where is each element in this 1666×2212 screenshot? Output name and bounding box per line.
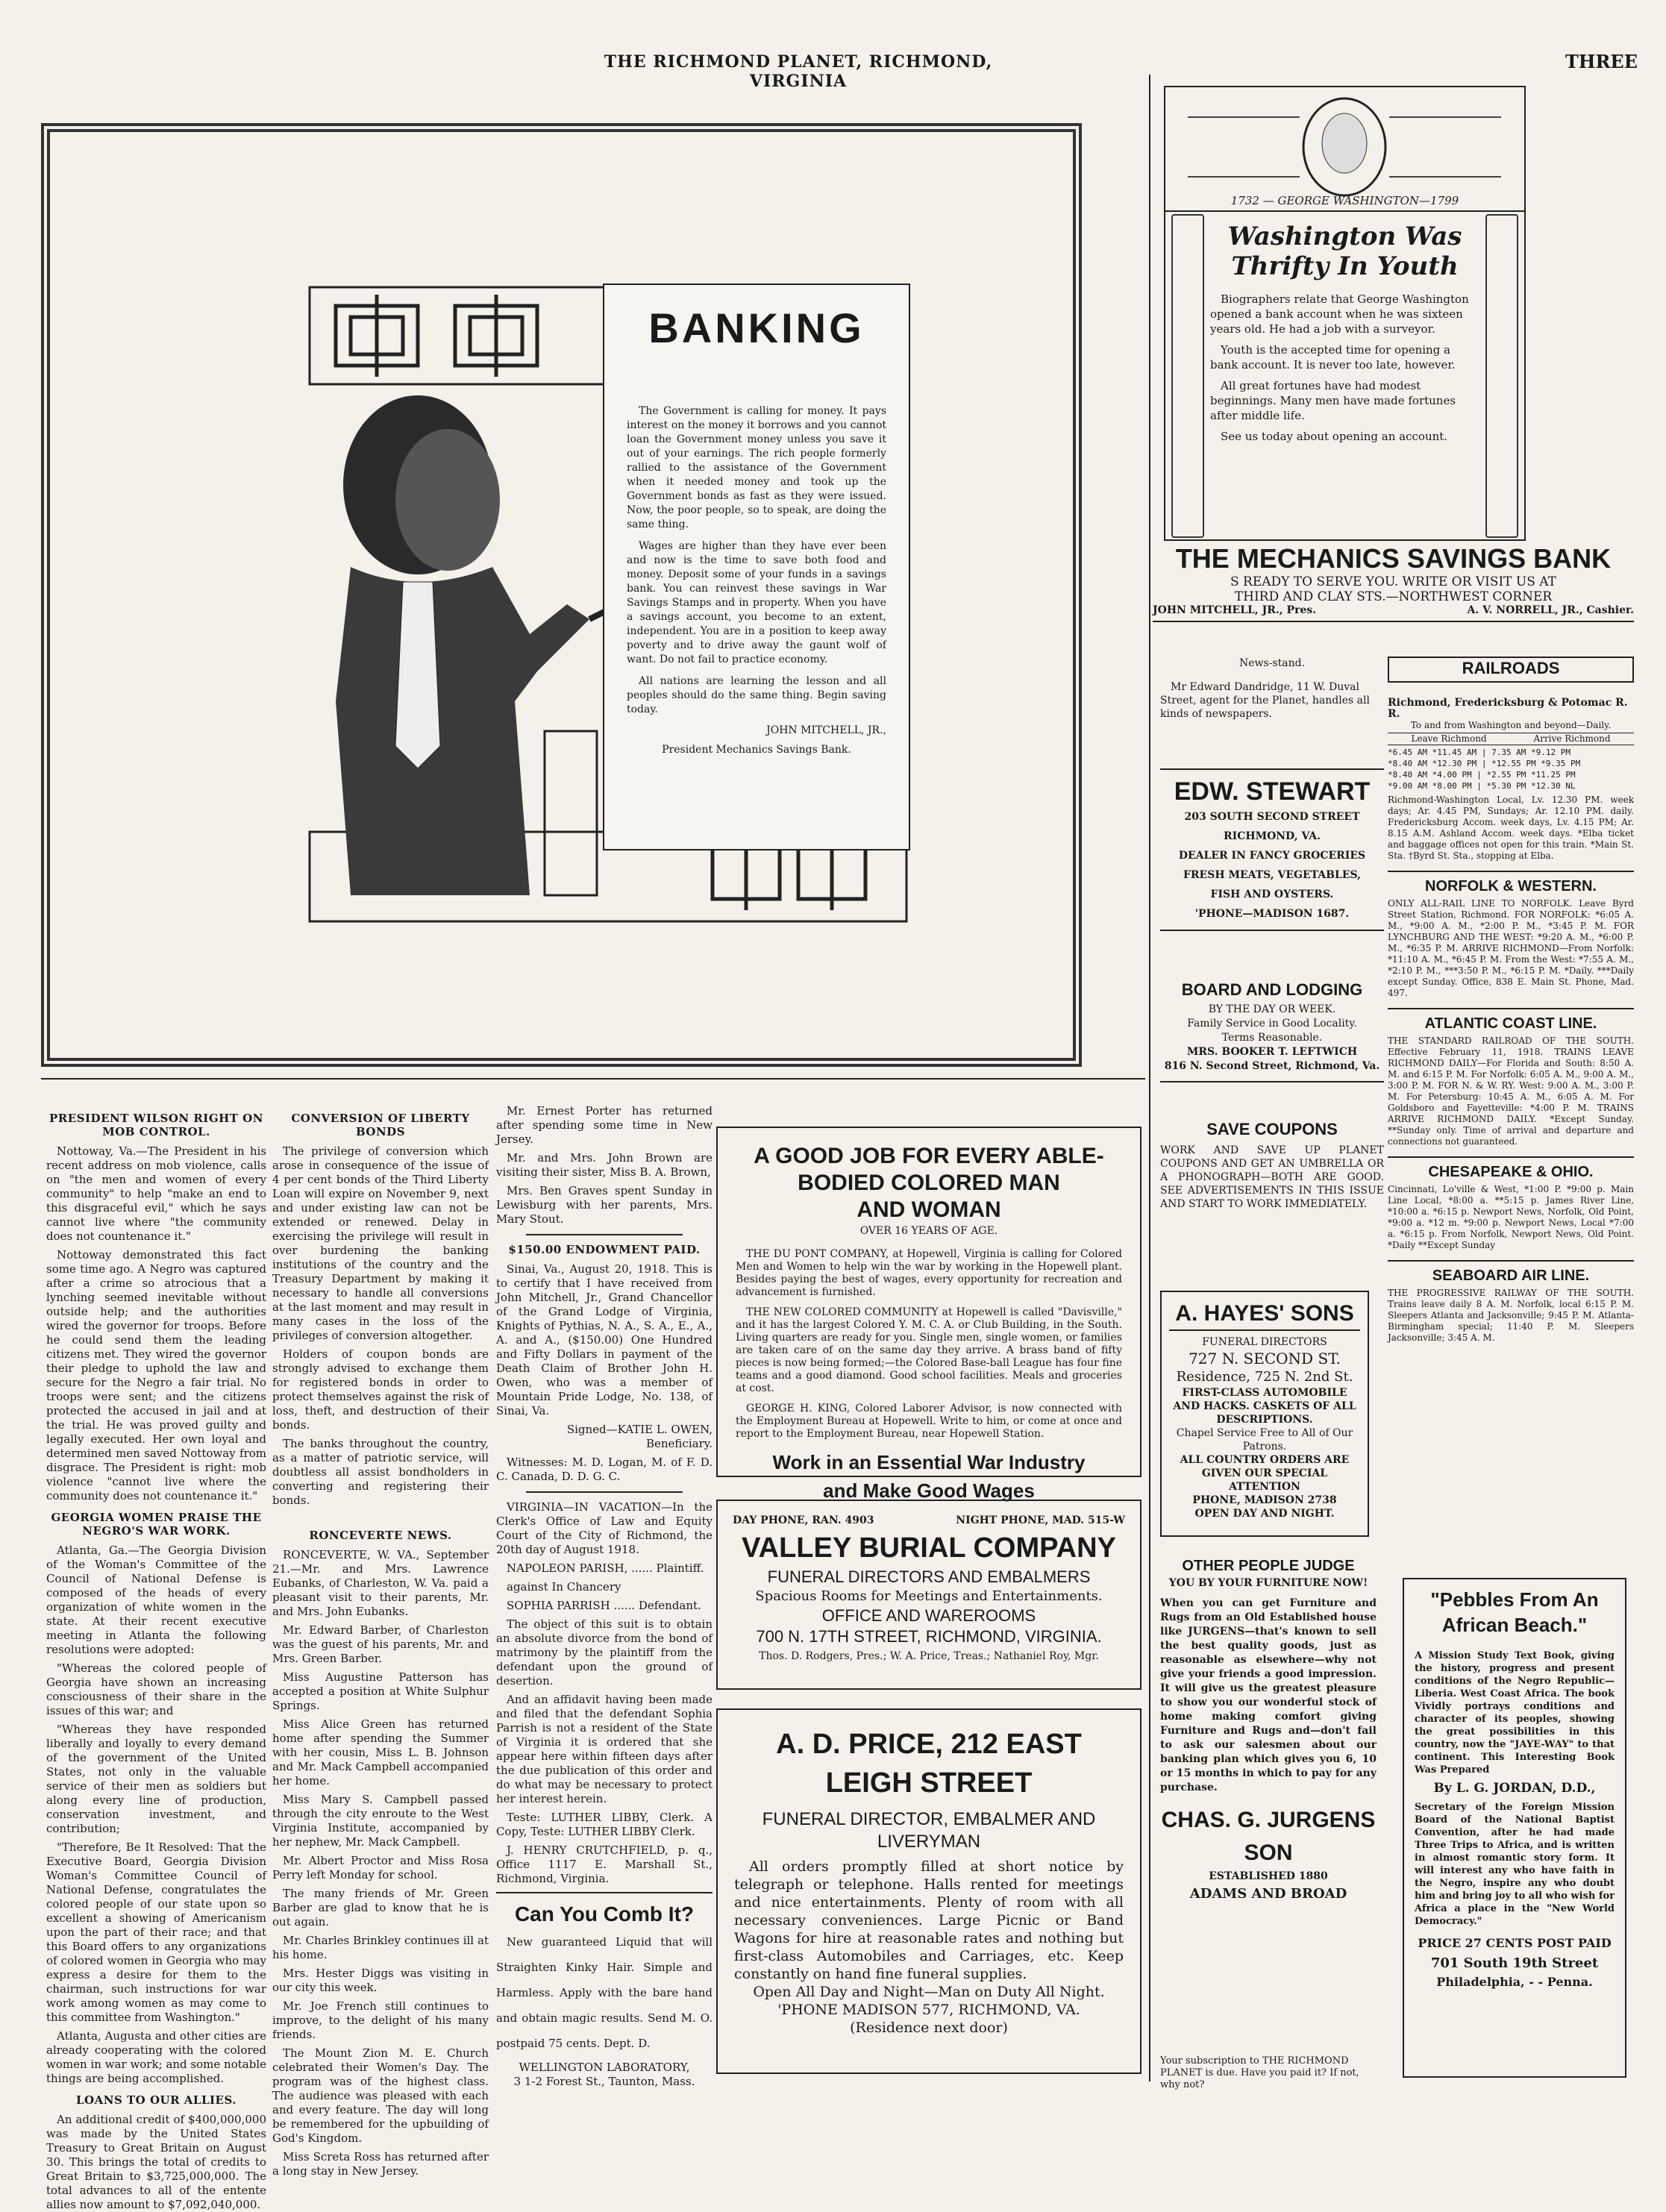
judge-firm: CHAS. G. JURGENS SON bbox=[1161, 1808, 1376, 1865]
loans-headline: LOANS TO OUR ALLIES. bbox=[75, 2093, 237, 2107]
valley-line: Thos. D. Rodgers, Pres.; W. A. Price, Treas.; Nathaniel Roy, Mgr. bbox=[759, 1650, 1099, 1662]
acl-title: ATLANTIC COAST LINE. bbox=[1424, 1015, 1597, 1032]
nw-text: ONLY ALL-RAIL LINE TO NORFOLK. Leave Byrd Street Station, Richmond. FOR NORFOLK: *6:05 A. M., *9:00 A. M., *2:00 P. M., *3:45 P. M. FOR LYNCHBURG AND THE WEST: *9:20 A. M., *6:00 P. M., *6:35 P. M. ARRIVE RICHMOND—From Norfolk: *11:10 A. M., *6:45 P. M. From the West: *7:55 A. M., *2:10 P. M., ***3:50 P. M., *6:15 P. M. *Daily. ***Daily except Sunday. Office, 838 E. Main St. Phone, Mad. 497. bbox=[1388, 898, 1634, 998]
valley-night-phone: NIGHT PHONE, MAD. 515-W bbox=[956, 1514, 1125, 1526]
newsstand-notice bbox=[1160, 657, 1384, 721]
ronceverte-paragraph: The Mount Zion M. E. Church celebrated their Women's Day. The program was of the highest class. The audience was pleased with each and every feature. The day will long be remembered for the upbuilding of God's Kingdom. bbox=[272, 2046, 489, 2145]
legal-paragraph: SOPHIA PARRISH ...... Defendant. bbox=[507, 1599, 701, 1612]
banking-signature-title: President Mechanics Savings Bank. bbox=[662, 744, 851, 756]
save-coupons-ad bbox=[1160, 1115, 1384, 1211]
dupont-tagline-1: Work in an Essential War Industry bbox=[772, 1451, 1086, 1473]
legal-paragraph: VIRGINIA—IN VACATION—In the Clerk's Office of Law and Equity Court of the City of Richmond, the 20th day of August 1918. bbox=[496, 1500, 713, 1556]
valley-line: OFFICE AND WAREROOMS bbox=[821, 1606, 1036, 1625]
column-left-icon bbox=[1171, 214, 1204, 538]
valley-title: VALLEY BURIAL COMPANY bbox=[742, 1532, 1116, 1564]
board-title: BOARD AND LODGING bbox=[1181, 980, 1363, 999]
newsstand-title: News-stand. bbox=[1238, 657, 1306, 669]
ronceverte-paragraph: The many friends of Mr. Green Barber are glad to know that he is out again. bbox=[272, 1887, 489, 1929]
endowment-headline: $150.00 ENDOWMENT PAID. bbox=[508, 1243, 701, 1256]
stewart-line: 'PHONE—MADISON 1687. bbox=[1194, 908, 1350, 920]
column-right-icon bbox=[1485, 214, 1518, 538]
dupont-paragraph: GEORGE H. KING, Colored Laborer Advisor, is now connected with the Employment Bureau at Hopewell. Write to him, or come at once and report to the Employment Bureau, near Hopewell Station. bbox=[736, 1403, 1122, 1440]
hayes-line: FIRST-CLASS AUTOMOBILE AND HACKS. CASKETS OF ALL DESCRIPTIONS. bbox=[1173, 1387, 1356, 1426]
rfp-arrive: Arrive Richmond bbox=[1533, 733, 1611, 744]
hayes-line: ALL COUNTRY ORDERS ARE GIVEN OUR SPECIAL ATTENTION bbox=[1180, 1454, 1350, 1493]
pebbles-title-2: African Beach." bbox=[1441, 1614, 1588, 1636]
price-title: A. D. PRICE, 212 EAST LEIGH STREET bbox=[776, 1729, 1082, 1799]
legal-paragraph: The object of this suit is to obtain an absolute divorce from the bond of matrimony by the plaintiff from the defendant upon the ground of desertion. bbox=[496, 1617, 713, 1688]
news-column-2 bbox=[272, 1104, 489, 2178]
sal-text: THE PROGRESSIVE RAILWAY OF THE SOUTH. Trains leave daily 8 A. M. Norfolk, local 6:15 P. M. Sleepers Atlanta and Jacksonville; 9:45 P. M. Atlanta-Birmingham special; 11:40 P. M. Sleepers Jacksonville; 3:45 A. M. bbox=[1388, 1288, 1634, 1343]
georgia-paragraph: "Therefore, Be It Resolved: That the Executive Board, Georgia Division Woman's Committee Council of National Defense, congratulates the colored people of our state upon so excellent a showing of Americanism upon the part of their race; and that this Board offers to any organizations of colored women in Georgia who may express a desire for them to the chairman, such instructions for war work among women as may come to this committee from Washington." bbox=[46, 1840, 266, 2024]
acl-text: THE STANDARD RAILROAD OF THE SOUTH. Effective February 11, 1918. TRAINS LEAVE RICHMOND DAILY—For Florida and South: 8:50 A. M. and 6:15 P. M. For Norfolk: 6:05 A. M., 9:00 A. M., 3:00 P. M. FOR N. & W. RY. West: 9:00 A. M., 3:00 P. M. For Petersburg: 10:45 A. M., 6:05 A. M. For Goldsboro and Fayetteville: *4:00 P. M. TRAINS ARRIVE RICHMOND DAILY. *Except Sunday. **Sunday only. Time of arrival and departure and connections not guaranteed. bbox=[1388, 1035, 1634, 1147]
price-phone: 'PHONE MADISON 577, RICHMOND, VA. bbox=[777, 2002, 1080, 2018]
board-line: MRS. BOOKER T. LEFTWICH bbox=[1186, 1046, 1358, 1058]
dupont-title-2: BODIED COLORED MAN bbox=[798, 1171, 1060, 1195]
board-line: Family Service in Good Locality. bbox=[1187, 1018, 1357, 1030]
ronceverte-paragraph: Miss Screta Ross has returned after a long stay in New Jersey. bbox=[272, 2150, 489, 2178]
stewart-ad bbox=[1160, 768, 1384, 931]
dupont-paragraph: THE DU PONT COMPANY, at Hopewell, Virginia is calling for Colored Men and Women to help win the war by working in the Hopewell plant. Besides paying the best of wages, every opportunity for recreation and advancement is furnished. bbox=[736, 1248, 1122, 1298]
hayes-line: Chapel Service Free to All of Our Patrons. bbox=[1176, 1427, 1353, 1453]
loans-paragraph: An additional credit of $400,000,000 was made by the United States Treasury to Great Britain on August 30. This brings the total of credits to Great Britain to $3,725,000,000. The total advances to all of the entente allies now amount to $7,092,040,000. bbox=[46, 2113, 266, 2211]
dupont-ad bbox=[716, 1127, 1142, 1502]
hayes-title: A. HAYES' SONS bbox=[1169, 1298, 1360, 1331]
comb-address-1: WELLINGTON LABORATORY, bbox=[519, 2061, 690, 2074]
pebbles-text: A Mission Study Text Book, giving the history, progress and present conditions of the Negro Republic—Liberia. West Coast Africa. The book Vividly portrays conditions and character of its peoples, showing the great possibilities in this country, now the "JAYE-WAY" to that continent. This Interesting Book Was Prepared bbox=[1415, 1650, 1615, 1776]
legal-paragraph: NAPOLEON PARISH, ...... Plaintiff. bbox=[507, 1561, 704, 1575]
stewart-line: FISH AND OYSTERS. bbox=[1210, 889, 1334, 900]
rfp-subtitle: To and from Washington and beyond—Daily. bbox=[1410, 720, 1612, 730]
wilson-paragraph: Nottoway demonstrated this fact some time ago. A Negro was captured after a crime so atrocious that a lynching seemed inevitable without outside help; and the authorities wired the governor for troops. Before he could send them the leading citizens met. They wired the governor their pledge to uphold the law and secure for the Negro a fair trial. No troops were sent; and the citizens protected the accused in jail and at the trial. He was proved guilty and legally executed. Her own loyal and determined men saved Nottoway from disgrace. The President is right: mob violence "cannot live where the community does not countenance it." bbox=[46, 1248, 266, 1503]
valley-line: Spacious Rooms for Meetings and Entertainments. bbox=[755, 1588, 1103, 1604]
banking-paragraph: Wages are higher than they have ever been and now is the time to save both food and money. Deposit some of your funds in a savings bank. You can reinvest these savings in War Savings Stamps and in property. When you have a savings account, you become to an extent, independent. You are in a position to keep away poverty and to drive away the gaunt wolf of want. Do not fail to practice economy. bbox=[627, 540, 886, 665]
board-line: Terms Reasonable. bbox=[1221, 1032, 1323, 1044]
price-text: All orders promptly filled at short notice by telegraph or telephone. Halls rented for meetings and nice entertainments. Plenty of room with all necessary conveniences. Large Picnic or Band Wagons for hire at reasonable rates and nothing but first-class Automobiles and Carriages, etc. Keep constantly on hand fine funeral supplies. bbox=[734, 1858, 1124, 1982]
pebbles-author-text: Secretary of the Foreign Mission Board of the National Baptist Convention, after he had made Three Trips to Africa, and is written in almost romantic story form. It will interest any who have faith in the Negro, inspire any who doubt him and bring joy to all who wish for Africa a place in the "New World Democracy." bbox=[1415, 1802, 1615, 1927]
stewart-line: FRESH MEATS, VEGETABLES, bbox=[1183, 869, 1361, 881]
sal-title: SEABOARD AIR LINE. bbox=[1432, 1268, 1590, 1284]
mechanics-president: JOHN MITCHELL, JR., Pres. bbox=[1153, 604, 1317, 616]
page-number: THREE bbox=[1565, 51, 1638, 72]
liberty-paragraph: The banks throughout the country, as a matter of patriotic service, will doubtless all assist bondholders in converting and registering their bonds. bbox=[272, 1437, 489, 1507]
pebbles-price: PRICE 27 CENTS POST PAID bbox=[1418, 1936, 1612, 1950]
wilson-paragraph: Nottoway, Va.—The President in his recent address on mob violence, calls on "the men and women of every community" to help "make an end to this disgraceful evil," which he says cannot live where "the community does not countenance it." bbox=[46, 1144, 266, 1243]
news-column-3 bbox=[496, 1104, 713, 2088]
railroads-column bbox=[1388, 657, 1634, 1344]
liberty-paragraph: The privilege of conversion which arose in consequence of the issue of 4 per cent bonds of the Third Liberty Loan will expire on November 9, next and under existing law can not be extended or renewed. Delay in exercising the privilege will result in over burdening the banking institutions of the country and the Treasury Department by making it necessary to handle all conversions at the last moment and may result in many cases in the loss of the privileges of conversion altogether. bbox=[272, 1144, 489, 1342]
legal-paragraph: Teste: LUTHER LIBBY, Clerk. A Copy, Teste: LUTHER LIBBY Clerk. bbox=[496, 1811, 713, 1838]
washington-banner: 1732 — GEORGE WASHINGTON—1799 bbox=[1230, 194, 1459, 207]
mechanics-bank-ad bbox=[1153, 537, 1634, 622]
liberty-bonds-headline: CONVERSION OF LIBERTY BONDS bbox=[291, 1112, 470, 1138]
georgia-headline: GEORGIA WOMEN PRAISE THE NEGRO'S WAR WORK. bbox=[51, 1511, 262, 1538]
banking-paragraph: All nations are learning the lesson and all peoples should do the same thing. Begin saving today. bbox=[627, 675, 886, 715]
ronceverte-paragraph: Miss Mary S. Campbell passed through the city enroute to the West Virginia Institute, accompanied by her nephew, Mr. Mack Campbell. bbox=[272, 1793, 489, 1849]
pebbles-address: 701 South 19th Street bbox=[1430, 1955, 1599, 1971]
ronceverte-paragraph: Mr. Joe French still continues to improve, to the delight of his many friends. bbox=[272, 1999, 489, 2041]
dupont-paragraph: THE NEW COLORED COMMUNITY at Hopewell is called "Davisville," and it has the largest Colored Y. M. C. A. or Club Building, in the South. Living quarters are ready for you. Single men, single women, or families are taken care of on the same day they arrive. A brass band of fifty pieces is now being formed;—the Colored Base-ball League has four fine teams and a good diamond. Good school facilities. Meals and groceries at cost. bbox=[736, 1306, 1122, 1394]
newsstand-text: Mr Edward Dandridge, 11 W. Duval Street, agent for the Planet, handles all kinds of newspapers. bbox=[1160, 681, 1370, 720]
rfp-title: Richmond, Fredericksburg & Potomac R. R. bbox=[1388, 697, 1628, 720]
section-divider bbox=[41, 1078, 1145, 1080]
pebbles-ad bbox=[1403, 1578, 1626, 2078]
judge-title: OTHER PEOPLE JUDGE bbox=[1182, 1558, 1355, 1574]
banking-title: BANKING bbox=[648, 304, 865, 351]
ronceverte-paragraph: Mr. Charles Brinkley continues ill at his home. bbox=[272, 1934, 489, 1961]
banking-signature: JOHN MITCHELL, JR., bbox=[766, 724, 886, 736]
hayes-line: 727 N. SECOND ST. bbox=[1189, 1350, 1341, 1367]
dupont-title-3: AND WOMAN bbox=[857, 1197, 1001, 1222]
ronceverte-paragraph: RONCEVERTE, W. VA., September 21.—Mr. and Mrs. Lawrence Eubanks, of Charleston, W. Va. paid a pleasant visit to their parents, Mr. and Mrs. John Eubanks. bbox=[272, 1548, 489, 1618]
mechanics-line-1: S READY TO SERVE YOU. WRITE OR VISIT US AT bbox=[1230, 574, 1556, 589]
dupont-subtitle: OVER 16 YEARS OF AGE. bbox=[859, 1225, 998, 1237]
hayes-line: Residence, 725 N. 2nd St. bbox=[1176, 1369, 1353, 1385]
co-text: Cincinnati, Lo'ville & West, *1:00 P. *9:00 p. Main Line Local, *8:00 a. **5:15 p. James River Line, *10:00 a. *6:15 p. Newport News, Norfolk, Old Point, *9:00 a. *12 m. *9:00 p. Newport News, Local *7:00 a. *6:15 p. From Norfolk, Newport News, Old Point. *Daily **Except Sunday bbox=[1388, 1184, 1634, 1250]
hayes-line: FUNERAL DIRECTORS bbox=[1202, 1336, 1327, 1348]
board-line: 816 N. Second Street, Richmond, Va. bbox=[1164, 1060, 1380, 1072]
legal-paragraph: And an affidavit having been made and filed that the defendant Sophia Parrish is not a resident of the State of Virginia it is ordered that she appear here within fifteen days after the due publication of this order and do what may be necessary to protect her interest herein. bbox=[496, 1693, 713, 1805]
price-open: Open All Day and Night—Man on Duty All Night. bbox=[753, 1984, 1105, 2000]
ronceverte-paragraph: Mr. Albert Proctor and Miss Rosa Perry left Monday for school. bbox=[272, 1854, 489, 1882]
stewart-title: EDW. STEWART bbox=[1174, 777, 1371, 806]
pebbles-author: By L. G. JORDAN, D.D., bbox=[1433, 1781, 1596, 1796]
endowment-paragraph: Signed—KATIE L. OWEN, Beneficiary. bbox=[566, 1423, 713, 1450]
rfp-note: Richmond-Washington Local, Lv. 12.30 PM. week days; Ar. 4.45 PM, Sundays; Ar. 12.10 PM. daily. Fredericksburg Accom. week days, Lv. 4.15 PM; Ar. 8.15 A.M. Ashland Accom. week days. *Elba ticket and baggage offices not open for this train. *Main St. Sta. †Byrd St. Sta., stopping at Elba. bbox=[1388, 795, 1634, 861]
legal-paragraph: against In Chancery bbox=[507, 1580, 621, 1594]
judge-address: ADAMS AND BROAD bbox=[1189, 1886, 1347, 1902]
judge-est: ESTABLISHED 1880 bbox=[1209, 1870, 1328, 1882]
board-line: BY THE DAY OR WEEK. bbox=[1208, 1003, 1336, 1015]
liberty-paragraph: Holders of coupon bonds are strongly advised to exchange them for registered bonds in order to protect themselves against the risk of loss, theft, and destruction of their bonds. bbox=[272, 1347, 489, 1432]
comb-text: New guaranteed Liquid that will Straighten Kinky Hair. Simple and Harmless. Apply with the bare hand and obtain magic results. Send M. O. postpaid 75 cents. Dept. D. bbox=[496, 1935, 713, 2050]
comb-title: Can You Comb It? bbox=[514, 1902, 695, 1926]
georgia-paragraph: Atlanta, Ga.—The Georgia Division of the Woman's Committee of the Council of National Defense is composed of the heads of every organization of white women in the state. At their recent executive meeting in Atlanta the following resolutions were adopted: bbox=[46, 1544, 266, 1656]
washington-paragraph: Youth is the accepted time for opening a bank account. It is never too late, however. bbox=[1210, 343, 1456, 372]
coupons-text: WORK AND SAVE UP PLANET COUPONS AND GET AN UMBRELLA OR A PHONOGRAPH—BOTH ARE GOOD. SEE ADVERTISEMENTS IN THIS ISSUE AND START TO WORK IMMEDIATELY. bbox=[1160, 1144, 1384, 1210]
endowment-paragraph: Witnesses: M. D. Logan, M. of F. D. C. Canada, D. D. G. C. bbox=[496, 1456, 713, 1483]
subscription-notice: Your subscription to THE RICHMOND PLANET is due. Have you paid it? If not, why not? bbox=[1160, 2055, 1359, 2090]
mechanics-title: THE MECHANICS SAVINGS BANK bbox=[1175, 543, 1612, 574]
rfp-row: *6.45 AM *11.45 AM | 7.35 AM *9.12 PM bbox=[1388, 748, 1571, 757]
nw-title: NORFOLK & WESTERN. bbox=[1425, 878, 1597, 894]
price-line-2: LIVERYMAN bbox=[877, 1832, 981, 1852]
valley-day-phone: DAY PHONE, RAN. 4903 bbox=[733, 1514, 874, 1526]
banking-paragraph: The Government is calling for money. It pays interest on the money it borrows and you cannot loan the Government money unless you save it out of your earnings. The rich people formerly rallied to the assistance of the Government when it needed money and took up the Government bonds as fast as they were issued. Now, the poor people, so to speak, are doing the same thing. bbox=[627, 405, 886, 530]
personal-paragraph: Mrs. Ben Graves spent Sunday in Lewisburg with her parents, Mrs. Mary Stout. bbox=[496, 1184, 713, 1226]
washington-ad bbox=[1164, 86, 1526, 541]
judge-text: When you can get Furniture and Rugs from an Old Established house like JURGENS—that's known to sell the best quality goods, just as reasonable as elsewhere—why not give your friends a good impression. It will give us the greatest pleasure to show you our wonderful stock of home making comfort giving Furniture and Rugs and—don't fail to ask our salesmen about our banking plan which gives you 6, 10 or 15 months in which to pay for any purchase. bbox=[1160, 1597, 1377, 1793]
dupont-title-1: A GOOD JOB FOR EVERY ABLE- bbox=[754, 1144, 1104, 1168]
hayes-sons-ad bbox=[1160, 1291, 1369, 1537]
rfp-row: *9.00 AM *8.00 PM | *5.30 PM *12.30 NL bbox=[1388, 781, 1576, 791]
personal-paragraph: Mr. and Mrs. John Brown are visiting their sister, Miss B. A. Brown, bbox=[496, 1151, 713, 1179]
washington-paragraph: See us today about opening an account. bbox=[1221, 430, 1448, 443]
washington-portrait-icon bbox=[1165, 87, 1524, 210]
ronceverte-paragraph: Miss Alice Green has returned home after spending the Summer with her cousin, Miss L. B. Johnson and Mr. Mack Campbell accompanied her home. bbox=[272, 1717, 489, 1788]
stewart-line: 203 SOUTH SECOND STREET bbox=[1184, 811, 1360, 823]
comb-address-2: 3 1-2 Forest St., Taunton, Mass. bbox=[513, 2075, 695, 2088]
wilson-headline: PRESIDENT WILSON RIGHT ON MOB CONTROL. bbox=[49, 1112, 263, 1138]
co-title: CHESAPEAKE & OHIO. bbox=[1428, 1164, 1594, 1180]
valley-line: FUNERAL DIRECTORS AND EMBALMERS bbox=[767, 1567, 1091, 1586]
valley-line: 700 N. 17TH STREET, RICHMOND, VIRGINIA. bbox=[756, 1627, 1102, 1646]
banking-text-box bbox=[603, 283, 910, 850]
georgia-paragraph: Atlanta, Augusta and other cities are already cooperating with the colored women in war work; and some notable things are being accomplished. bbox=[46, 2029, 266, 2085]
price-ad bbox=[716, 1708, 1142, 2074]
rfp-leave: Leave Richmond bbox=[1411, 733, 1487, 744]
masthead-title: THE RICHMOND PLANET, RICHMOND, VIRGINIA bbox=[604, 52, 993, 91]
price-line-1: FUNERAL DIRECTOR, EMBALMER AND bbox=[762, 1809, 1096, 1829]
washington-title-2: Thrifty In Youth bbox=[1231, 251, 1459, 281]
washington-title-1: Washington Was bbox=[1227, 222, 1462, 251]
hayes-line: OPEN DAY AND NIGHT. bbox=[1194, 1508, 1335, 1520]
rfp-row: *8.40 AM *12.30 PM | *12.55 PM *9.35 PM bbox=[1388, 759, 1581, 768]
personal-paragraph: Mr. Ernest Porter has returned after spending some time in New Jersey. bbox=[496, 1104, 713, 1146]
ronceverte-paragraph: Mr. Edward Barber, of Charleston was the guest of his parents, Mr. and Mrs. Green Barber. bbox=[272, 1623, 489, 1665]
mechanics-line-2: THIRD AND CLAY STS.—NORTHWEST CORNER bbox=[1234, 589, 1553, 604]
railroads-title: RAILROADS bbox=[1462, 659, 1560, 677]
ronceverte-paragraph: Mrs. Hester Diggs was visiting in our city this week. bbox=[272, 1967, 489, 1994]
endowment-paragraph: Sinai, Va., August 20, 1918. This is to certify that I have received from John Mitchell, Jr., Grand Chancellor of the Grand Lodge of Virginia, Knights of Pythias, N. A., S. A., E., A., A. and A., ($150.00) One Hundred and Fifty Dollars in payment of the Death Claim of Brother John H. Owen, who was a member of Mountain Pride Lodge, No. 138, of Sinai, Va. bbox=[496, 1262, 713, 1417]
georgia-paragraph: "Whereas the colored people of Georgia have shown an increasing consciousness of their share in the issues of this war; and bbox=[46, 1661, 266, 1717]
dupont-tagline-2: and Make Good Wages bbox=[823, 1479, 1035, 1502]
coupons-title: SAVE COUPONS bbox=[1206, 1120, 1338, 1138]
board-lodging-ad bbox=[1160, 977, 1384, 1082]
legal-paragraph: J. HENRY CRUTCHFIELD, p. q., Office 1117 E. Marshall St., Richmond, Virginia. bbox=[496, 1843, 713, 1885]
price-residence: (Residence next door) bbox=[850, 2020, 1008, 2036]
stewart-line: RICHMOND, VA. bbox=[1224, 830, 1321, 842]
hayes-line: PHONE, MADISON 2738 bbox=[1192, 1494, 1337, 1506]
pebbles-title-1: "Pebbles From An bbox=[1430, 1588, 1599, 1611]
news-column-1 bbox=[46, 1104, 266, 2211]
ronceverte-paragraph: Miss Augustine Patterson has accepted a position at White Sulphur Springs. bbox=[272, 1670, 489, 1712]
judge-subtitle: YOU BY YOUR FURNITURE NOW! bbox=[1168, 1577, 1368, 1589]
georgia-paragraph: "Whereas they have responded liberally and loyally to every demand of the government of the United States, not only in the valuable service of their men as soldiers but along every line of production, conservation investment, and contribution; bbox=[46, 1723, 266, 1835]
ronceverte-headline: RONCEVERTE NEWS. bbox=[309, 1529, 452, 1542]
rfp-row: *8.40 AM *4.00 PM | *2.55 PM *11.25 PM bbox=[1388, 770, 1576, 780]
washington-paragraph: All great fortunes have had modest beginnings. Many men have made fortunes after middle life. bbox=[1210, 379, 1456, 422]
jurgens-ad bbox=[1160, 1555, 1377, 1905]
column-divider bbox=[1149, 75, 1150, 2081]
pebbles-city: Philadelphia, - - Penna. bbox=[1436, 1975, 1593, 1989]
mechanics-cashier: A. V. NORRELL, JR., Cashier. bbox=[1467, 604, 1634, 616]
valley-burial-ad bbox=[716, 1500, 1142, 1690]
stewart-line: DEALER IN FANCY GROCERIES bbox=[1178, 850, 1366, 862]
washington-paragraph: Biographers relate that George Washington opened a bank account when he was sixteen years old. He had a job with a surveyor. bbox=[1210, 292, 1469, 336]
